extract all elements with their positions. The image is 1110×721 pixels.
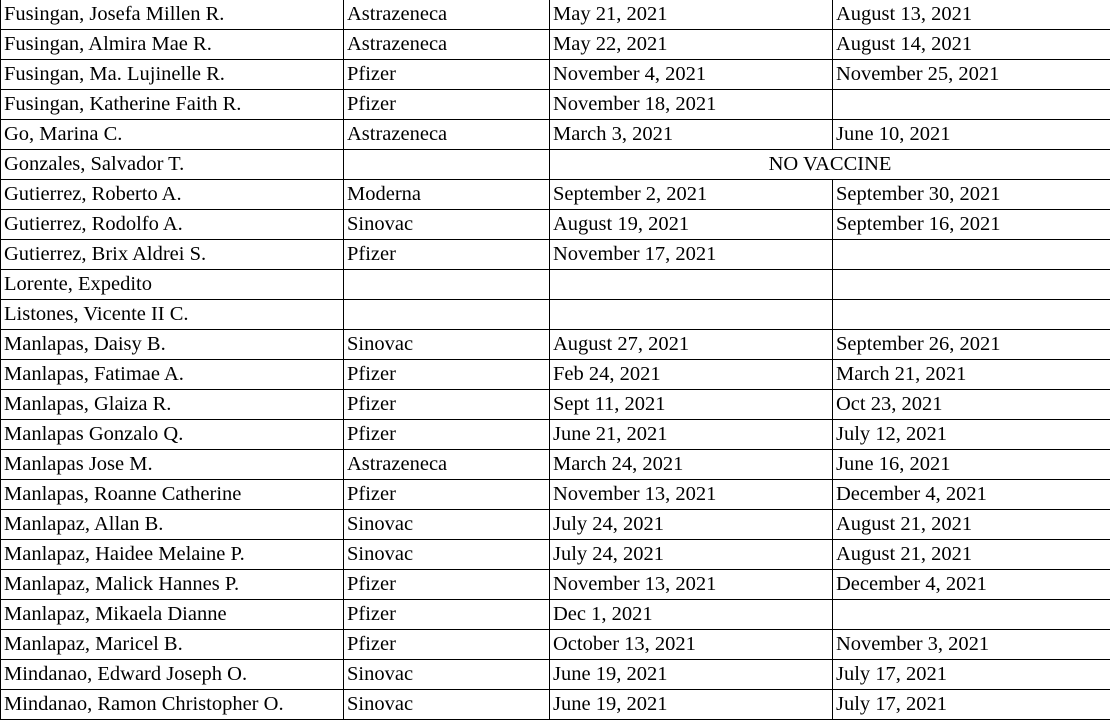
second-dose-cell: July 17, 2021 — [833, 660, 1110, 690]
first-dose-cell: November 4, 2021 — [550, 60, 833, 90]
table-row — [1, 330, 1110, 360]
table-row — [1, 630, 1110, 660]
first-dose-cell: November 13, 2021 — [550, 480, 833, 510]
table-row — [1, 270, 1110, 300]
first-dose-cell: October 13, 2021 — [550, 630, 833, 660]
name-cell: Manlapas Gonzalo Q. — [1, 420, 344, 450]
first-dose-cell: November 17, 2021 — [550, 240, 833, 270]
second-dose-cell: September 26, 2021 — [833, 330, 1110, 360]
second-dose-cell: September 16, 2021 — [833, 210, 1110, 240]
second-dose-cell: August 14, 2021 — [833, 30, 1110, 60]
second-dose-cell — [833, 90, 1110, 120]
name-cell: Manlapaz, Mikaela Dianne — [1, 600, 344, 630]
table-row — [1, 90, 1110, 120]
second-dose-cell: June 16, 2021 — [833, 450, 1110, 480]
first-dose-cell: May 22, 2021 — [550, 30, 833, 60]
table-row — [1, 420, 1110, 450]
second-dose-cell: November 25, 2021 — [833, 60, 1110, 90]
name-cell: Manlapas, Roanne Catherine — [1, 480, 344, 510]
name-cell: Manlapas, Glaiza R. — [1, 390, 344, 420]
name-cell: Fusingan, Josefa Millen R. — [1, 0, 344, 30]
first-dose-cell: Feb 24, 2021 — [550, 360, 833, 390]
name-cell: Manlapas, Daisy B. — [1, 330, 344, 360]
name-cell: Lorente, Expedito — [1, 270, 344, 300]
first-dose-cell: July 24, 2021 — [550, 540, 833, 570]
first-dose-cell: March 3, 2021 — [550, 120, 833, 150]
vaccine-cell: Sinovac — [344, 510, 550, 540]
second-dose-cell: June 10, 2021 — [833, 120, 1110, 150]
first-dose-cell: June 21, 2021 — [550, 420, 833, 450]
second-dose-cell: December 4, 2021 — [833, 480, 1110, 510]
name-cell: Fusingan, Ma. Lujinelle R. — [1, 60, 344, 90]
first-dose-cell: Dec 1, 2021 — [550, 600, 833, 630]
name-cell: Fusingan, Katherine Faith R. — [1, 90, 344, 120]
first-dose-cell — [550, 300, 833, 330]
vaccine-cell: Pfizer — [344, 390, 550, 420]
first-dose-cell: May 21, 2021 — [550, 0, 833, 30]
vaccine-cell: Pfizer — [344, 60, 550, 90]
name-cell: Manlapas Jose M. — [1, 450, 344, 480]
vaccine-cell: Astrazeneca — [344, 450, 550, 480]
second-dose-cell: August 13, 2021 — [833, 0, 1110, 30]
first-dose-cell: November 18, 2021 — [550, 90, 833, 120]
name-cell: Mindanao, Edward Joseph O. — [1, 660, 344, 690]
vaccine-cell: Astrazeneca — [344, 120, 550, 150]
first-dose-cell: March 24, 2021 — [550, 450, 833, 480]
table-row — [1, 540, 1110, 570]
first-dose-cell: Sept 11, 2021 — [550, 390, 833, 420]
vaccine-cell — [344, 270, 550, 300]
vaccine-cell — [344, 150, 550, 180]
second-dose-cell: August 21, 2021 — [833, 540, 1110, 570]
vaccine-cell: Astrazeneca — [344, 0, 550, 30]
vaccine-cell: Pfizer — [344, 360, 550, 390]
vaccine-cell: Moderna — [344, 180, 550, 210]
first-dose-cell: July 24, 2021 — [550, 510, 833, 540]
table-row — [1, 390, 1110, 420]
name-cell: Gutierrez, Rodolfo A. — [1, 210, 344, 240]
vaccine-cell: Sinovac — [344, 690, 550, 720]
name-cell: Manlapaz, Maricel B. — [1, 630, 344, 660]
name-cell: Mindanao, Ramon Christopher O. — [1, 690, 344, 720]
vaccine-cell: Sinovac — [344, 660, 550, 690]
vaccine-cell: Pfizer — [344, 570, 550, 600]
name-cell: Manlapaz, Allan B. — [1, 510, 344, 540]
table-row — [1, 480, 1110, 510]
table-row — [1, 60, 1110, 90]
table-row — [1, 450, 1110, 480]
second-dose-cell: November 3, 2021 — [833, 630, 1110, 660]
vaccine-cell: Pfizer — [344, 480, 550, 510]
second-dose-cell: August 21, 2021 — [833, 510, 1110, 540]
table-row — [1, 30, 1110, 60]
table-row — [1, 0, 1110, 30]
name-cell: Go, Marina C. — [1, 120, 344, 150]
table-row — [1, 120, 1110, 150]
table-row — [1, 600, 1110, 630]
vaccine-cell: Sinovac — [344, 540, 550, 570]
table-row — [1, 210, 1110, 240]
vaccine-cell: Astrazeneca — [344, 30, 550, 60]
first-dose-cell: June 19, 2021 — [550, 690, 833, 720]
name-cell: Manlapas, Fatimae A. — [1, 360, 344, 390]
vaccination-table-body — [1, 0, 1110, 720]
table-row — [1, 180, 1110, 210]
name-cell: Gutierrez, Brix Aldrei S. — [1, 240, 344, 270]
table-row — [1, 690, 1110, 720]
table-row — [1, 240, 1110, 270]
first-dose-cell: August 19, 2021 — [550, 210, 833, 240]
table-row — [1, 510, 1110, 540]
table-row — [1, 300, 1110, 330]
no-vaccine-note: NO VACCINE — [550, 150, 1110, 180]
vaccine-cell: Pfizer — [344, 600, 550, 630]
vaccine-cell: Pfizer — [344, 630, 550, 660]
vaccine-cell — [344, 300, 550, 330]
second-dose-cell: Oct 23, 2021 — [833, 390, 1110, 420]
second-dose-cell — [833, 300, 1110, 330]
second-dose-cell: July 17, 2021 — [833, 690, 1110, 720]
vaccine-cell: Pfizer — [344, 240, 550, 270]
name-cell: Fusingan, Almira Mae R. — [1, 30, 344, 60]
vaccine-cell: Pfizer — [344, 90, 550, 120]
vaccine-cell: Sinovac — [344, 330, 550, 360]
table-row — [1, 660, 1110, 690]
name-cell: Gutierrez, Roberto A. — [1, 180, 344, 210]
name-cell: Manlapaz, Malick Hannes P. — [1, 570, 344, 600]
vaccine-cell: Pfizer — [344, 420, 550, 450]
second-dose-cell — [833, 240, 1110, 270]
first-dose-cell: September 2, 2021 — [550, 180, 833, 210]
second-dose-cell: July 12, 2021 — [833, 420, 1110, 450]
table-row — [1, 570, 1110, 600]
table-row — [1, 150, 1110, 180]
table-row — [1, 360, 1110, 390]
name-cell: Listones, Vicente II C. — [1, 300, 344, 330]
first-dose-cell: August 27, 2021 — [550, 330, 833, 360]
second-dose-cell: September 30, 2021 — [833, 180, 1110, 210]
name-cell: Gonzales, Salvador T. — [1, 150, 344, 180]
first-dose-cell — [550, 270, 833, 300]
first-dose-cell: November 13, 2021 — [550, 570, 833, 600]
second-dose-cell — [833, 600, 1110, 630]
second-dose-cell: March 21, 2021 — [833, 360, 1110, 390]
vaccine-cell: Sinovac — [344, 210, 550, 240]
second-dose-cell — [833, 270, 1110, 300]
first-dose-cell: June 19, 2021 — [550, 660, 833, 690]
name-cell: Manlapaz, Haidee Melaine P. — [1, 540, 344, 570]
second-dose-cell: December 4, 2021 — [833, 570, 1110, 600]
